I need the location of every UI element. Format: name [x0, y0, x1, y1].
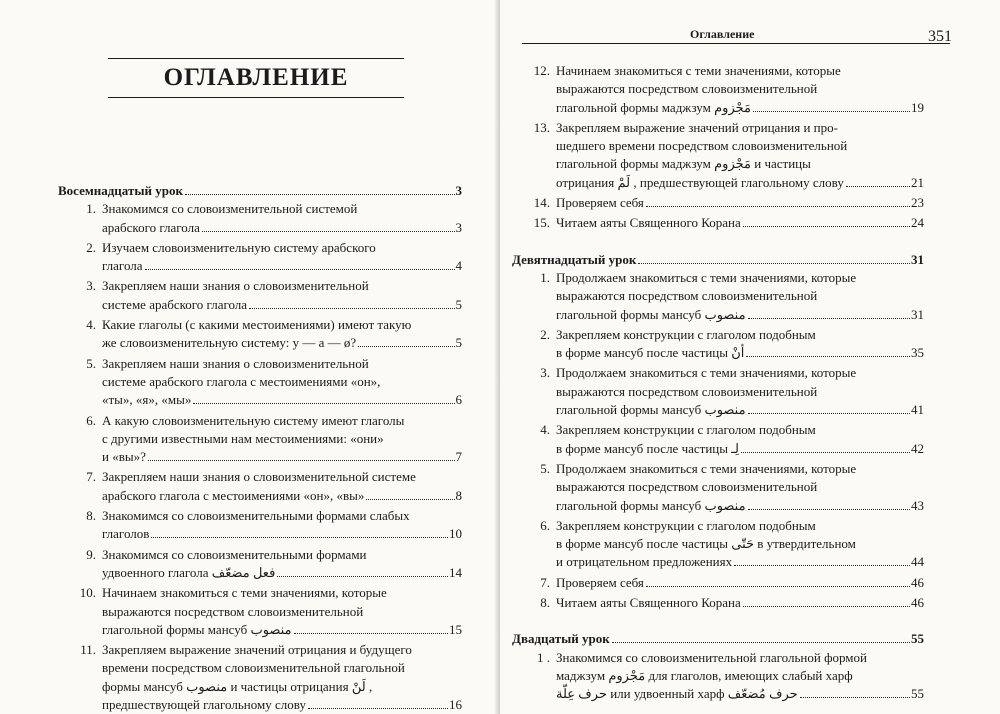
toc-entry [58, 468, 462, 505]
toc-entry [512, 364, 924, 419]
toc-entry-line [556, 155, 924, 173]
toc-page-number: 5 [455, 296, 462, 312]
toc-entry-last-line [102, 448, 462, 466]
toc-line-text: Девятнадцатый урок [512, 251, 637, 267]
toc-line-text: в форме мансуб после частицы لِـ [556, 440, 740, 456]
toc-line-text: с другими известными нам местоимениями: «они» [102, 430, 384, 446]
dot-leader [612, 642, 910, 643]
toc-entry-number: 6. [540, 517, 550, 533]
toc-line-text: Начинаем знакомиться с теми значениями, которые [102, 585, 387, 601]
toc-page-number: 24 [911, 215, 924, 231]
dot-leader [748, 509, 910, 510]
toc-line-text: Продолжаем знакомиться с теми значениями, которые [556, 269, 857, 285]
dot-leader [748, 413, 910, 414]
toc-entry-last-line [102, 296, 462, 314]
toc-entry-body [556, 194, 924, 212]
toc-entry-number: 10. [79, 585, 96, 601]
toc-entry [512, 214, 924, 232]
toc-entry-line [556, 667, 924, 685]
toc-entry-number: 6. [86, 412, 96, 428]
toc-line-text: выражаются посредством словоизменительной [556, 288, 818, 304]
toc-entry-line [102, 430, 462, 448]
dot-leader [646, 206, 910, 207]
toc-line-text: шедшего времени посредством словоизменительной [556, 138, 848, 154]
toc-right-column [512, 62, 924, 708]
toc-entry-line [556, 62, 924, 80]
toc-line-text: глагольной формы мансуб منصوب [102, 621, 292, 637]
toc-entry-last-line [102, 564, 462, 582]
toc-line-text: Закрепляем наши знания о словоизменительной [102, 355, 369, 371]
toc-entry [512, 517, 924, 572]
toc-page-number: 8 [455, 487, 462, 503]
dot-leader [148, 460, 455, 461]
toc-line-text: глагольной формы мансуб منصوب [556, 402, 746, 418]
toc-line-text: Продолжаем знакомиться с теми значениями, которые [556, 460, 857, 476]
toc-entry-line [556, 421, 924, 439]
dot-leader [753, 111, 910, 112]
toc-entry-line [102, 546, 462, 564]
toc-page-number: 4 [455, 258, 462, 274]
toc-entry-line [556, 478, 924, 496]
toc-line-text: Восемнадцатый урок [58, 183, 183, 198]
toc-line-text: Проверяем себя [556, 574, 644, 590]
toc-line-text: Знакомимся со словоизменительными формами слабых [102, 508, 410, 524]
toc-entry-number: 5. [86, 355, 96, 371]
toc-line-text: системе арабского глагола [102, 296, 248, 312]
toc-entry-number: 5. [540, 460, 550, 476]
toc-entry [58, 316, 462, 353]
left-page [0, 0, 497, 714]
toc-entry-line [102, 412, 462, 430]
toc-entry [58, 507, 462, 544]
toc-entry [512, 421, 924, 458]
toc-entry [512, 62, 924, 117]
toc-page-number: 10 [449, 526, 462, 542]
toc-entry-line [102, 659, 462, 677]
dot-leader [308, 708, 448, 709]
toc-entry-number: 11. [80, 642, 96, 658]
toc-line-text: Знакомимся со словоизменительными формами [102, 546, 367, 562]
toc-entry-body [556, 517, 924, 572]
dot-leader [193, 403, 454, 404]
toc-page-number: 14 [449, 564, 462, 580]
toc-page-number: 46 [911, 574, 924, 590]
toc-page-number: 7 [455, 449, 462, 465]
toc-line-text: удвоенного глагола فعل مضعّف [102, 564, 276, 580]
toc-entry-body [102, 468, 462, 505]
dot-leader [743, 606, 910, 607]
toc-entry-line [556, 535, 924, 553]
toc-entry-body [556, 62, 924, 117]
toc-line-text: Знакомимся со словоизменительной системой [102, 201, 358, 217]
page-number: 351 [928, 28, 952, 45]
toc-line-text: арабского глагола [102, 219, 200, 235]
running-header-title: Оглавление [690, 27, 755, 41]
dot-leader [748, 318, 910, 319]
toc-entry-number: 3. [540, 365, 550, 381]
toc-line-text: Знакомимся со словоизменительной глагольной формой [556, 649, 867, 665]
toc-entry-number: 7. [540, 574, 550, 590]
toc-entry [58, 641, 462, 714]
toc-line-text: отрицания لَمْ , предшествующей глагольному слову [556, 174, 844, 190]
dot-leader [746, 356, 910, 357]
toc-entry [512, 326, 924, 363]
toc-section [512, 62, 924, 233]
dot-leader [185, 194, 455, 195]
toc-line-text: глагольной формы мансуб منصوب [556, 497, 746, 513]
toc-entry [512, 574, 924, 592]
toc-entry-body [556, 214, 924, 232]
toc-entry-last-line [556, 99, 924, 117]
toc-line-text: формы мансуб منصوب и частицы отрицания لَنْ , [102, 678, 373, 694]
dot-leader [277, 576, 448, 577]
toc-section [512, 251, 924, 613]
toc-entry-line [556, 383, 924, 401]
toc-entry-line [556, 287, 924, 305]
dot-leader [358, 346, 454, 347]
toc-line-text: Продолжаем знакомиться с теми значениями, которые [556, 365, 857, 381]
toc-entry-last-line [102, 391, 462, 409]
toc-entry [58, 355, 462, 410]
toc-entry-line [102, 584, 462, 602]
toc-entry-body [556, 460, 924, 515]
toc-entry-number: 1. [86, 201, 96, 217]
toc-entry [512, 460, 924, 515]
toc-line-text: и «вы»? [102, 449, 146, 465]
dot-leader [202, 231, 455, 232]
toc-entry-body [556, 364, 924, 419]
toc-entry-body [556, 119, 924, 192]
toc-entry-number: 2. [86, 239, 96, 255]
toc-entry [58, 412, 462, 467]
toc-line-text: حرف عِلّة или удвоенный харф حرف مُضعّف [556, 686, 798, 702]
toc-entry-line [556, 269, 924, 287]
toc-line-text: глагола [102, 258, 143, 274]
dot-leader [743, 226, 910, 227]
toc-entry [58, 584, 462, 639]
toc-entry-line [102, 468, 462, 486]
toc-entry-line [102, 678, 462, 696]
lesson-heading [58, 182, 462, 200]
toc-entry-body [556, 269, 924, 324]
toc-entry-body [102, 200, 462, 237]
toc-entry-last-line [556, 306, 924, 324]
toc-entry [58, 239, 462, 276]
toc-page-number: 35 [911, 345, 924, 361]
toc-entry-line [556, 649, 924, 667]
toc-entry-last-line [556, 440, 924, 458]
toc-entry [58, 200, 462, 237]
toc-entry-body [102, 316, 462, 353]
toc-page-number: 19 [911, 99, 924, 115]
toc-section [512, 630, 924, 703]
toc-entry-number: 4. [540, 422, 550, 438]
toc-entry-last-line [556, 194, 924, 212]
toc-line-text: Начинаем знакомиться с теми значениями, которые [556, 63, 841, 78]
toc-entry-number: 13. [533, 119, 550, 135]
toc-entry-last-line [556, 344, 924, 362]
toc-entry-last-line [556, 574, 924, 592]
toc-entry-body [102, 546, 462, 583]
toc-entry-line [556, 326, 924, 344]
toc-line-text: Закрепляем выражение значений отрицания и будущего [102, 642, 412, 658]
toc-entry-number: 1. [540, 269, 550, 285]
toc-page-number: 42 [911, 440, 924, 456]
toc-line-text: выражаются посредством словоизменительной [102, 603, 364, 619]
toc-left-column [58, 182, 462, 714]
toc-entry-last-line [102, 487, 462, 505]
toc-line-text: глагольной формы маджзум مَجْزوم и частицы [556, 156, 811, 172]
toc-entry-number: 4. [86, 317, 96, 333]
toc-line-text: Двадцатый урок [512, 631, 610, 647]
toc-page-number: 21 [911, 174, 924, 190]
toc-entry-line [556, 137, 924, 155]
toc-entry [58, 277, 462, 314]
toc-entry-last-line [102, 334, 462, 352]
toc-line-text: Проверяем себя [556, 195, 644, 211]
toc-entry-body [556, 594, 924, 612]
toc-entry-number: 9. [86, 546, 96, 562]
dot-leader [249, 308, 454, 309]
toc-line-text: Закрепляем выражение значений отрицания и про- [556, 119, 838, 135]
toc-line-text: Закрепляем наши знания о словоизменительной [102, 278, 369, 294]
toc-page-number: 6 [455, 392, 462, 408]
toc-line-text: «ты», «я», «мы» [102, 392, 192, 408]
toc-line-text: глагольной формы маджзум مَجْزوم [556, 99, 751, 115]
toc-line-text: Изучаем словоизменительную систему арабского [102, 239, 376, 255]
toc-entry-last-line [556, 553, 924, 571]
running-header-rule [522, 43, 950, 44]
toc-entry-last-line [556, 401, 924, 419]
lesson-heading [512, 251, 924, 269]
toc-entry [512, 649, 924, 704]
toc-line-text: и отрицательном предложениях [556, 554, 733, 570]
toc-page-number: 55 [911, 686, 924, 702]
toc-entry-number: 7. [86, 469, 96, 485]
toc-entry-line [102, 603, 462, 621]
toc-entry-body [102, 584, 462, 639]
toc-entry-last-line [102, 621, 462, 639]
dot-leader [800, 697, 910, 698]
toc-entry-line [102, 316, 462, 334]
toc-entry [512, 119, 924, 192]
toc-entry [512, 269, 924, 324]
toc-entry-line [556, 80, 924, 98]
toc-line-text: глаголов [102, 526, 150, 542]
toc-entry-number: 3. [86, 278, 96, 294]
toc-page-number: 15 [449, 621, 462, 637]
toc-line-text: времени посредством словоизменительной глагольной [102, 660, 405, 676]
toc-entry-number: 14. [533, 195, 550, 211]
toc-line-text: арабского глагола с местоимениями «он», «вы» [102, 487, 365, 503]
toc-entry-last-line [556, 497, 924, 515]
toc-entry-line [556, 460, 924, 478]
toc-line-text: маджзум مَجْزوم для глаголов, имеющих слабый харф [556, 667, 853, 683]
toc-entry-line [556, 119, 924, 137]
toc-line-text: Какие глаголы (с какими местоимениями) имеют такую [102, 317, 412, 333]
dot-leader [846, 186, 910, 187]
toc-entry-body [102, 641, 462, 714]
dot-leader [294, 633, 448, 634]
toc-entry-body [556, 649, 924, 704]
page-title: ОГЛАВЛЕНИЕ [163, 64, 349, 91]
lesson-heading [512, 630, 924, 648]
dot-leader [145, 269, 455, 270]
toc-page-number: 46 [911, 595, 924, 611]
toc-entry-line [102, 239, 462, 257]
toc-line-text: выражаются посредством словоизменительной [556, 479, 818, 495]
toc-page-number: 31 [911, 306, 924, 322]
toc-entry-body [102, 412, 462, 467]
toc-entry-number: 2. [540, 326, 550, 342]
dot-leader [151, 537, 448, 538]
dot-leader [741, 452, 910, 453]
toc-entry-number: 1 . [537, 649, 550, 665]
toc-line-text: выражаются посредством словоизменительной [556, 383, 818, 399]
toc-entry-last-line [556, 214, 924, 232]
toc-entry-last-line [102, 525, 462, 543]
toc-page-number: 44 [911, 554, 924, 570]
toc-title-block [108, 58, 404, 98]
toc-line-text: в форме мансуб после частицы أنْ [556, 345, 745, 361]
toc-line-text: Закрепляем конструкции с глаголом подобным [556, 517, 816, 533]
toc-page-number: 41 [911, 402, 924, 418]
toc-entry-body [102, 239, 462, 276]
toc-line-text: в форме мансуб после частицы حَتّى в утвердительном [556, 536, 856, 552]
toc-page-number: 23 [911, 195, 924, 211]
toc-entry-line [102, 277, 462, 295]
title-bottom-rule [108, 97, 404, 98]
toc-entry-line [102, 373, 462, 391]
toc-entry [512, 194, 924, 212]
toc-entry-number: 15. [533, 215, 550, 231]
toc-entry-line [102, 507, 462, 525]
toc-line-text: Закрепляем наши знания о словоизменительной системе [102, 469, 416, 485]
toc-line-text: системе арабского глагола с местоимениями «он», [102, 373, 381, 389]
toc-entry-line [102, 641, 462, 659]
toc-entry-line [556, 364, 924, 382]
toc-page-number: 31 [911, 251, 924, 267]
toc-entry-last-line [102, 696, 462, 714]
toc-entry [58, 546, 462, 583]
toc-line-text: выражаются посредством словоизменительной [556, 81, 818, 97]
toc-page-number: 3 [455, 219, 462, 235]
dot-leader [646, 586, 910, 587]
right-page [500, 0, 1000, 714]
toc-entry-number: 8. [540, 595, 550, 611]
toc-entry-last-line [556, 594, 924, 612]
toc-entry-body [556, 326, 924, 363]
toc-entry-number: 8. [86, 508, 96, 524]
toc-line-text: Закрепляем конструкции с глаголом подобным [556, 326, 816, 342]
toc-entry-body [556, 421, 924, 458]
dot-leader [734, 565, 910, 566]
toc-page-number: 55 [911, 631, 924, 647]
toc-entry-last-line [556, 685, 924, 703]
toc-line-text: глагольной формы мансуб منصوب [556, 306, 746, 322]
toc-entry-body [102, 355, 462, 410]
toc-entry-last-line [102, 219, 462, 237]
toc-entry-line [102, 200, 462, 218]
toc-entry-line [556, 517, 924, 535]
toc-entry-body [556, 574, 924, 592]
dot-leader [638, 263, 910, 264]
toc-page-number: 16 [449, 697, 462, 713]
toc-entry-last-line [102, 257, 462, 275]
toc-entry-last-line [556, 174, 924, 192]
toc-line-text: Читаем аяты Священного Корана [556, 595, 741, 611]
toc-page-number: 3 [455, 183, 462, 198]
dot-leader [366, 499, 454, 500]
toc-entry-number: 12. [533, 63, 550, 78]
toc-line-text: же словоизменительную систему: у — а — ø? [102, 335, 357, 351]
toc-line-text: А какую словоизменительную систему имеют глаголы [102, 412, 405, 428]
toc-line-text: Закрепляем конструкции с глаголом подобным [556, 422, 816, 438]
toc-line-text: предшествующей глагольному слову [102, 697, 306, 713]
toc-entry-body [102, 507, 462, 544]
toc-page-number: 5 [455, 335, 462, 351]
toc-line-text: Читаем аяты Священного Корана [556, 215, 741, 231]
toc-page-number: 43 [911, 497, 924, 513]
toc-entry [512, 594, 924, 612]
toc-entry-body [102, 277, 462, 314]
toc-section [58, 182, 462, 714]
toc-entry-line [102, 355, 462, 373]
